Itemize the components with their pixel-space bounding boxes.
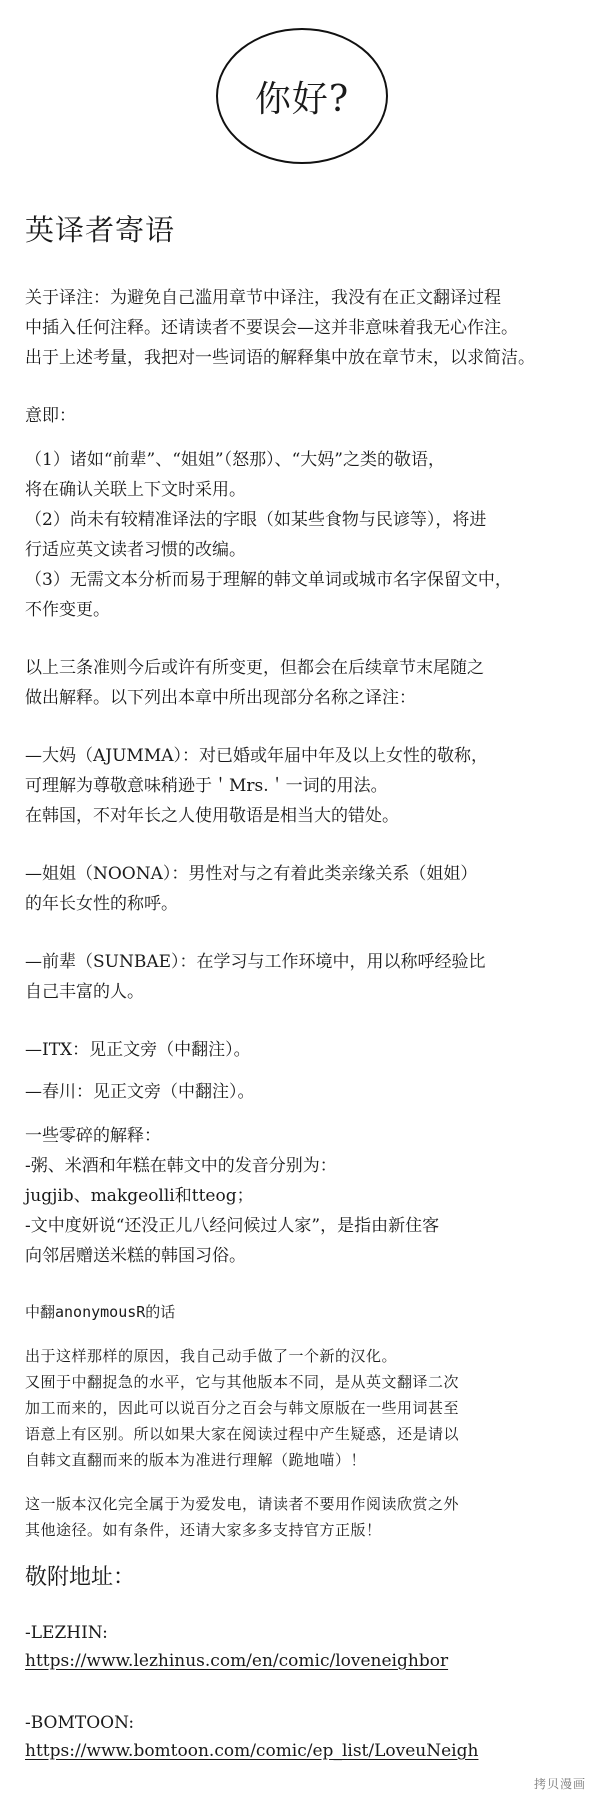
after-rules-line: 以上三条准则今后或许有所变更，但都会在后续章节末尾随之 [25,658,484,678]
misc-line: -文中度妍说“还没正儿八经问候过人家”，是指由新住客 [25,1216,440,1236]
cn-translator-line: 又囿于中翻捉急的水平，它与其他版本不同，是从英文翻译二次 [25,1373,460,1391]
glossary-itx [25,1035,585,1065]
rule-line: （1）诸如“前辈”、“姐姐”（怒那）、“大妈”之类的敬语， [25,450,445,470]
rules-label: 意即： [25,406,76,426]
rules-list [25,445,585,625]
glossary-chuncheon [25,1077,585,1107]
links-title: 敬附地址： [25,1565,136,1590]
cn-translator-line: 自韩文直翻而来的版本为准进行理解（跪地喵）！ [25,1451,367,1469]
glossary-line: —大妈（AJUMMA）：对已婚或年届中年及以上女性的敬称， [25,746,489,766]
bomtoon-link[interactable]: https://www.bomtoon.com/comic/ep_list/LoveuNeigh [25,1741,479,1761]
link-label: -LEZHIN: [25,1623,108,1643]
cn-translator-line: 这一版本汉化完全属于为爱发电，请读者不要用作阅读欣赏之外 [25,1495,460,1513]
glossary-ajumma [25,741,585,831]
watermark: 拷贝漫画 [533,1777,586,1791]
glossary-line: 可理解为尊敬意味稍逊于＇Mrs.＇一词的用法。 [25,776,388,796]
misc-line: 向邻居赠送米糕的韩国习俗。 [25,1246,246,1266]
after-rules-line: 做出解释。以下列出本章中所出现部分名称之译注： [25,688,416,708]
lezhin-link[interactable]: https://www.lezhinus.com/en/comic/loveneighbor [25,1651,449,1671]
glossary-line: 自己丰富的人。 [25,982,144,1002]
page-title: 英译者寄语 [25,213,176,247]
misc-line: -粥、米酒和年糕在韩文中的发音分别为： [25,1156,337,1176]
cn-translator-line: 语意上有区别。所以如果大家在阅读过程中产生疑惑，还是请以 [25,1425,460,1443]
intro-line: 出于上述考量，我把对一些词语的解释集中放在章节末，以求简洁。 [25,348,535,368]
glossary-sunbae [25,947,585,1007]
rule-line: （3）无需文本分析而易于理解的韩文单词或城市名字保留文中， [25,570,512,590]
cn-translator-line: 出于这样那样的原因，我自己动手做了一个新的汉化。 [25,1347,398,1365]
cn-translator-paragraph-1 [25,1343,585,1473]
intro-line: 中插入任何注释。还请读者不要误会—这并非意味着我无心作注。 [25,318,518,338]
link-block-bomtoon [25,1709,585,1765]
rule-line: 行适应英文读者习惯的改编。 [25,540,246,560]
glossary-line: 的年长女性的称呼。 [25,894,178,914]
glossary-line: 在韩国，不对年长之人使用敬语是相当大的错处。 [25,806,399,826]
link-block-lezhin [25,1619,585,1675]
glossary-line: —春川：见正文旁（中翻注）。 [25,1082,255,1102]
rule-line: 不作变更。 [25,600,110,620]
cn-translator-line: 其他途径。如有条件，还请大家多多支持官方正版！ [25,1521,382,1539]
glossary-line: —ITX：见正文旁（中翻注）。 [25,1040,251,1060]
misc-notes [25,1121,585,1271]
glossary-noona [25,859,585,919]
cn-translator-paragraph-2 [25,1491,585,1543]
after-rules-paragraph [25,653,585,713]
glossary-line: —前辈（SUNBAE）：在学习与工作环境中，用以称呼经验比 [25,952,486,972]
misc-line: jugjib、makgeolli和tteog； [25,1186,254,1206]
misc-label: 一些零碎的解释： [25,1126,161,1146]
intro-line: 关于译注：为避免自己滥用章节中译注，我没有在正文翻译过程 [25,288,501,308]
translator-note [25,208,585,1799]
speech-bubble [216,28,388,164]
cn-translator-title: 中翻anonymousR的话 [25,1303,176,1321]
link-label: -BOMTOON: [25,1713,135,1733]
speech-bubble-text: 你好? [254,78,350,120]
intro-paragraph [25,283,585,373]
glossary-line: —姐姐（NOONA）：男性对与之有着此类亲缘关系（姐姐） [25,864,478,884]
rule-line: （2）尚未有较精准译法的字眼（如某些食物与民谚等），将进 [25,510,487,530]
cn-translator-line: 加工而来的，因此可以说百分之百会与韩文原版在一些用词甚至 [25,1399,460,1417]
rule-line: 将在确认关联上下文时采用。 [25,480,246,500]
